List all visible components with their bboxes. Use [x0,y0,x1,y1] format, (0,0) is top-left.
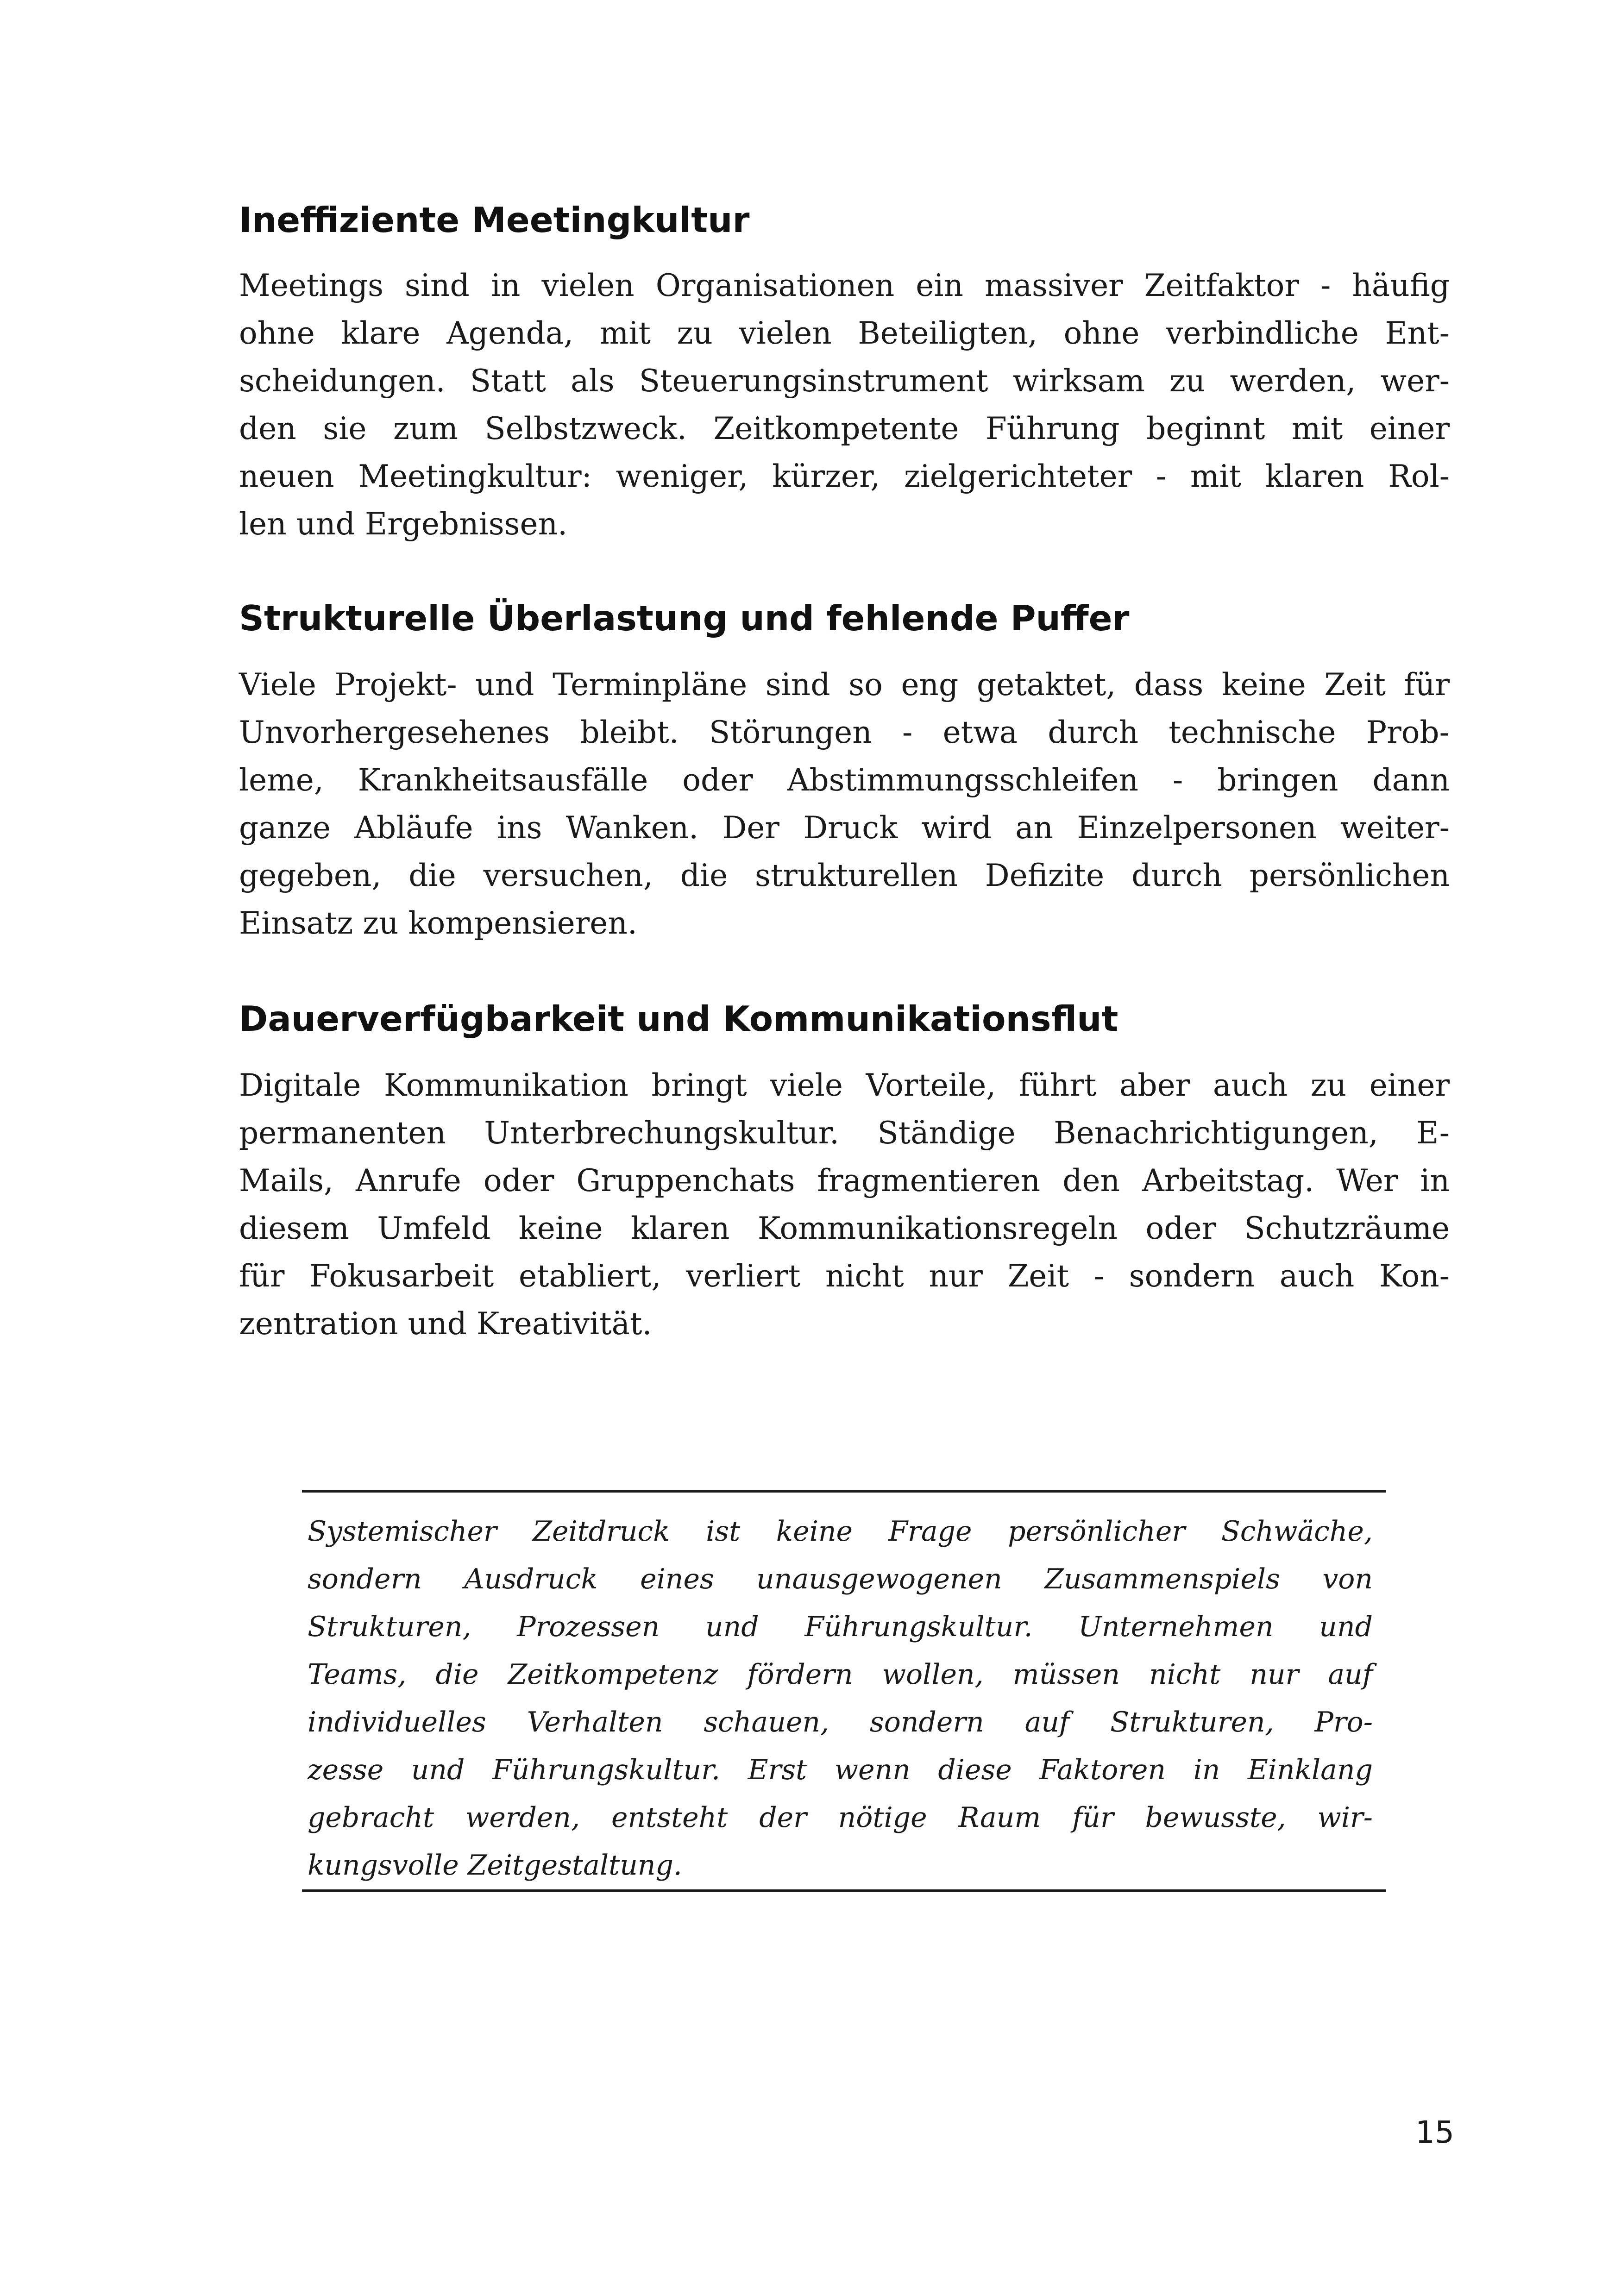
quote-line: sondern Ausdruck eines unausgewogenen Zusammenspiels von [308,1563,1373,1595]
body-line: Viele Projekt- und Terminpläne sind so eng getaktet, dass keine Zeit für [239,667,1450,703]
body-line: ohne klare Agenda, mit zu vielen Beteiligten, ohne verbindliche Ent- [239,315,1450,351]
quote-line: Strukturen, Prozessen und Führungskultur. Unternehmen und [308,1611,1373,1643]
quote-text [308,1508,1373,1889]
quote-bottom-rule [302,1889,1386,1892]
body-line: Mails, Anrufe oder Gruppenchats fragmentieren den Arbeitstag. Wer in [239,1163,1450,1198]
section-heading-meetingkultur: Ineffiziente Meetingkultur [239,200,750,240]
quote-line: Teams, die Zeitkompetenz fördern wollen, müssen nicht nur auf [308,1658,1373,1691]
body-line: ganze Abläufe ins Wanken. Der Druck wird an Einzelpersonen weiter- [239,810,1450,846]
body-line: Meetings sind in vielen Organisationen ein massiver Zeitfaktor - häufig [239,268,1450,303]
quote-top-rule [302,1490,1386,1493]
body-line: gegeben, die versuchen, die strukturellen Defizite durch persönlichen [239,858,1450,893]
body-line: len und Ergebnissen. [239,506,568,542]
body-line: leme, Krankheitsausfälle oder Abstimmungsschleifen - bringen dann [239,762,1450,798]
quote-line: individuelles Verhalten schauen, sondern auf Strukturen, Pro- [308,1706,1373,1738]
body-line: Digitale Kommunikation bringt viele Vorteile, führt aber auch zu einer [239,1067,1450,1103]
section-body-ueberlastung [239,661,1450,947]
section-body-meetingkultur [239,262,1450,548]
body-line: für Fokusarbeit etabliert, verliert nicht nur Zeit - sondern auch Kon- [239,1258,1450,1294]
section-heading-ueberlastung: Strukturelle Überlastung und fehlende Puffer [239,598,1130,639]
quote-line: Systemischer Zeitdruck ist keine Frage persönlicher Schwäche, [308,1515,1373,1548]
quote-line: gebracht werden, entsteht der nötige Raum für bewusste, wir- [308,1801,1373,1834]
summary-quote-box [302,1490,1386,1892]
section-body-kommunikationsflut [239,1061,1450,1348]
body-line: Einsatz zu kompensieren. [239,905,637,941]
body-line: diesem Umfeld keine klaren Kommunikationsregeln oder Schutzräume [239,1211,1450,1246]
body-line: neuen Meetingkultur: weniger, kürzer, zielgerichteter - mit klaren Rol- [239,458,1450,494]
quote-line: kungsvolle Zeitgestaltung. [308,1849,682,1882]
body-line: den sie zum Selbstzweck. Zeitkompetente Führung beginnt mit einer [239,411,1450,446]
body-line: zentration und Kreativität. [239,1306,652,1342]
body-line: scheidungen. Statt als Steuerungsinstrument wirksam zu werden, wer- [239,363,1450,399]
quote-line: zesse und Führungskultur. Erst wenn diese Faktoren in Einklang [308,1754,1373,1786]
page-number: 15 [1415,2114,1454,2150]
section-heading-kommunikationsflut: Dauerverfügbarkeit und Kommunikationsflut [239,998,1118,1039]
body-line: Unvorhergesehenes bleibt. Störungen - etwa durch technische Prob- [239,715,1450,750]
body-line: permanenten Unterbrechungskultur. Ständige Benachrichtigungen, E- [239,1115,1450,1151]
